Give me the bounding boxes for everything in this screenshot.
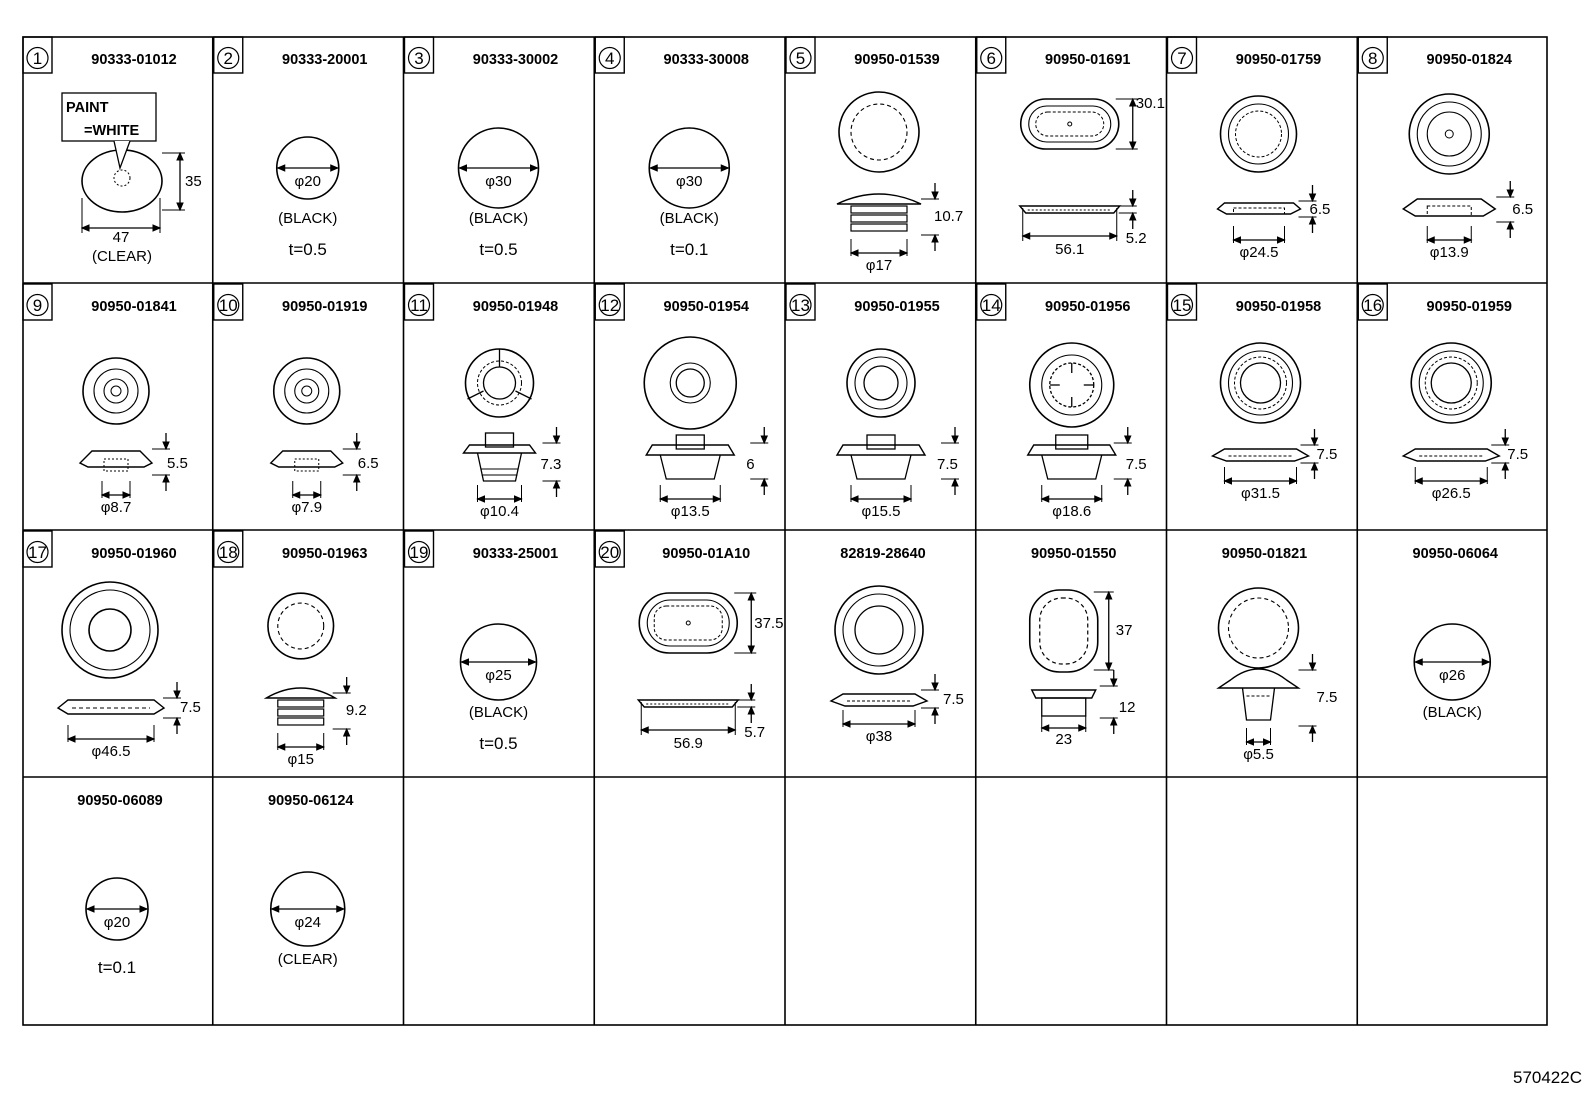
part-number: 90333-01012: [91, 52, 177, 68]
part-number: 90950-01821: [1221, 546, 1308, 562]
index-label: 16: [1363, 296, 1383, 315]
part-drawing: [837, 349, 959, 520]
thickness-note: t=0.5: [479, 734, 518, 753]
part-drawing: [837, 92, 963, 274]
index-label: 12: [600, 296, 620, 315]
height-dimension: 6.5: [1309, 201, 1331, 218]
part-drawing: [271, 358, 379, 516]
part-drawing: [80, 358, 188, 516]
height-dimension: 7.5: [180, 699, 201, 716]
part-drawing: [1403, 343, 1528, 502]
thickness-note: t=0.5: [479, 240, 518, 259]
diameter-dimension: φ15.5: [861, 503, 901, 520]
diameter-dimension: φ17: [865, 257, 893, 274]
index-label: 3: [414, 49, 424, 68]
part-drawing: [644, 337, 768, 520]
diameter-dimension: φ31.5: [1241, 485, 1280, 502]
part-drawing: [266, 593, 366, 768]
diameter-dimension: φ8.7: [100, 499, 132, 516]
width-dimension: 30.1: [1135, 95, 1165, 112]
part-cell: [214, 531, 368, 768]
color-note: (BLACK): [468, 210, 529, 227]
part-cell: [1168, 284, 1338, 502]
thickness-note: t=0.5: [288, 240, 327, 259]
part-drawing: [1030, 590, 1136, 748]
part-cell: [831, 546, 964, 745]
diameter-dimension: φ20: [294, 173, 321, 190]
part-number: 90950-01959: [1426, 299, 1512, 315]
part-number: 90950-06089: [77, 793, 163, 809]
part-cell: [268, 793, 353, 968]
index-label: 18: [218, 543, 238, 562]
height-dimension: 9.2: [345, 702, 367, 719]
diameter-dimension: φ46.5: [91, 743, 131, 760]
part-cell: [405, 37, 559, 259]
part-drawing: [58, 582, 201, 760]
diameter-dimension: φ5.5: [1243, 746, 1274, 763]
part-number: 90950-01963: [282, 546, 368, 562]
part-cell: [214, 37, 368, 259]
part-cell: [595, 37, 749, 259]
diameter-dimension: φ15: [287, 751, 314, 768]
color-note: (BLACK): [659, 210, 719, 227]
part-number: 90333-25001: [472, 546, 559, 562]
height-dimension: 35: [185, 173, 202, 190]
part-cell: [1030, 546, 1136, 748]
height-dimension: 6.5: [1512, 201, 1534, 218]
part-drawing: [86, 878, 148, 977]
part-number: 90950-01841: [91, 299, 177, 315]
part-cell: [214, 284, 379, 516]
parts-grid: [22, 36, 1572, 1037]
part-cell: [786, 37, 963, 274]
part-drawing: [1213, 343, 1338, 502]
catalog-code: 570422C: [1512, 1068, 1582, 1087]
thickness-note: t=0.1: [670, 240, 709, 259]
part-number: 90333-30008: [663, 52, 749, 68]
part-number: 90950-01550: [1031, 546, 1117, 562]
part-cell: [1413, 546, 1498, 721]
height-dimension: 7.5: [1316, 689, 1338, 706]
color-note: (BLACK): [468, 704, 529, 721]
part-drawing: [831, 586, 964, 745]
part-number: 90333-30002: [472, 52, 559, 68]
part-cell: [23, 531, 201, 760]
diameter-dimension: φ30: [485, 173, 512, 190]
part-cell: [1358, 37, 1533, 261]
thickness-note: t=0.1: [97, 958, 137, 977]
index-label: 8: [1368, 49, 1378, 68]
height-dimension: 7.5: [937, 456, 958, 473]
part-number: 90950-06124: [268, 793, 354, 809]
color-note: (CLEAR): [277, 951, 338, 968]
height-dimension: 7.5: [1316, 446, 1338, 463]
diameter-dimension: φ30: [676, 173, 703, 190]
part-cell: [977, 284, 1147, 520]
part-number: 90950-01919: [282, 299, 368, 315]
height-dimension: 6.5: [357, 455, 379, 472]
callout-line-1: PAINT: [66, 100, 109, 116]
diameter-dimension: φ26: [1439, 667, 1466, 684]
height-dimension: 7.5: [1507, 446, 1529, 463]
part-number: 90950-01759: [1235, 52, 1322, 68]
diameter-dimension: φ26.5: [1431, 485, 1471, 502]
color-note: (CLEAR): [91, 248, 153, 265]
part-number: 90950-01960: [91, 546, 177, 562]
height-dimension: 7.5: [1125, 456, 1147, 473]
part-drawing: [461, 624, 537, 753]
index-label: 15: [1172, 296, 1192, 315]
part-cell: [23, 284, 188, 516]
index-label: 10: [218, 296, 238, 315]
part-cell: [405, 284, 562, 520]
part-number: 90950-01691: [1045, 52, 1131, 68]
diameter-dimension: φ13.9: [1429, 244, 1469, 261]
grid-lines: [23, 37, 1547, 1025]
index-label: 6: [986, 49, 996, 68]
part-number: 90950-01955: [854, 299, 940, 315]
index-label: 1: [32, 49, 43, 68]
height-dimension: 6: [746, 456, 755, 473]
width-dimension: 47: [112, 229, 130, 246]
part-drawing: [1414, 624, 1490, 721]
diameter-dimension: φ20: [103, 914, 131, 931]
part-drawing: [1020, 95, 1165, 258]
part-cell: [1219, 546, 1338, 763]
diameter-dimension: φ25: [485, 667, 512, 684]
height-dimension: 7.5: [943, 691, 964, 708]
width-dimension: 37.5: [754, 615, 784, 632]
part-number: 90950-06064: [1412, 546, 1498, 562]
color-note: (BLACK): [278, 210, 338, 227]
part-cell: [1168, 37, 1331, 261]
part-drawing: [271, 872, 345, 968]
height-dimension: 10.7: [934, 208, 964, 225]
part-drawing: [464, 349, 562, 520]
part-number: 90950-01A10: [662, 546, 751, 562]
index-label: 5: [795, 49, 806, 68]
part-number: 90950-01954: [663, 299, 749, 315]
diameter-dimension: φ7.9: [291, 499, 323, 516]
part-number: 90950-01958: [1235, 299, 1322, 315]
diameter-dimension: φ24.5: [1239, 244, 1279, 261]
index-label: 19: [409, 543, 429, 562]
part-drawing: [62, 93, 202, 265]
height-dimension: 12: [1118, 699, 1136, 716]
height-dimension: 5.7: [744, 724, 766, 741]
length-dimension: 56.9: [673, 735, 703, 752]
diameter-dimension: φ38: [865, 728, 893, 745]
width-dimension: 23: [1055, 731, 1073, 748]
callout-line-2: =WHITE: [84, 123, 140, 139]
part-cell: [786, 284, 959, 520]
height-dimension: 5.5: [167, 455, 188, 472]
diameter-dimension: φ24: [294, 914, 321, 931]
part-drawing: [1218, 96, 1331, 261]
part-cell: [23, 37, 202, 265]
part-cell: [595, 284, 768, 520]
index-label: 11: [410, 296, 428, 315]
diameter-dimension: φ10.4: [480, 503, 519, 520]
index-label: 13: [791, 296, 810, 315]
index-label: 9: [32, 296, 43, 315]
height-dimension: 5.2: [1125, 230, 1147, 247]
part-drawing: [638, 593, 783, 752]
index-label: 17: [28, 543, 47, 562]
part-number: 90950-01948: [472, 299, 559, 315]
color-note: (BLACK): [1422, 704, 1482, 721]
diameter-dimension: φ13.5: [670, 503, 710, 520]
index-label: 7: [1177, 49, 1187, 68]
index-label: 20: [600, 543, 620, 562]
part-number: 90950-01956: [1045, 299, 1131, 315]
diameter-dimension: φ18.6: [1052, 503, 1092, 520]
length-dimension: 37: [1115, 622, 1133, 639]
part-cell: [405, 531, 559, 753]
index-label: 2: [223, 49, 233, 68]
part-drawing: [1028, 343, 1147, 520]
length-dimension: 56.1: [1055, 241, 1085, 258]
part-cell: [1358, 284, 1528, 502]
part-drawing: [649, 128, 729, 259]
part-drawing: [459, 128, 539, 259]
part-drawing: [277, 137, 339, 259]
index-label: 14: [981, 296, 1001, 315]
part-number: 90950-01824: [1426, 52, 1512, 68]
part-drawing: [1403, 94, 1533, 261]
part-number: 82819-28640: [840, 546, 926, 562]
part-cell: [77, 793, 162, 977]
part-number: 90950-01539: [854, 52, 940, 68]
index-label: 4: [605, 49, 615, 68]
part-drawing: [1219, 588, 1338, 763]
part-cell: [595, 531, 783, 752]
part-number: 90333-20001: [282, 52, 368, 68]
height-dimension: 7.3: [540, 456, 562, 473]
part-cell: [977, 37, 1165, 258]
